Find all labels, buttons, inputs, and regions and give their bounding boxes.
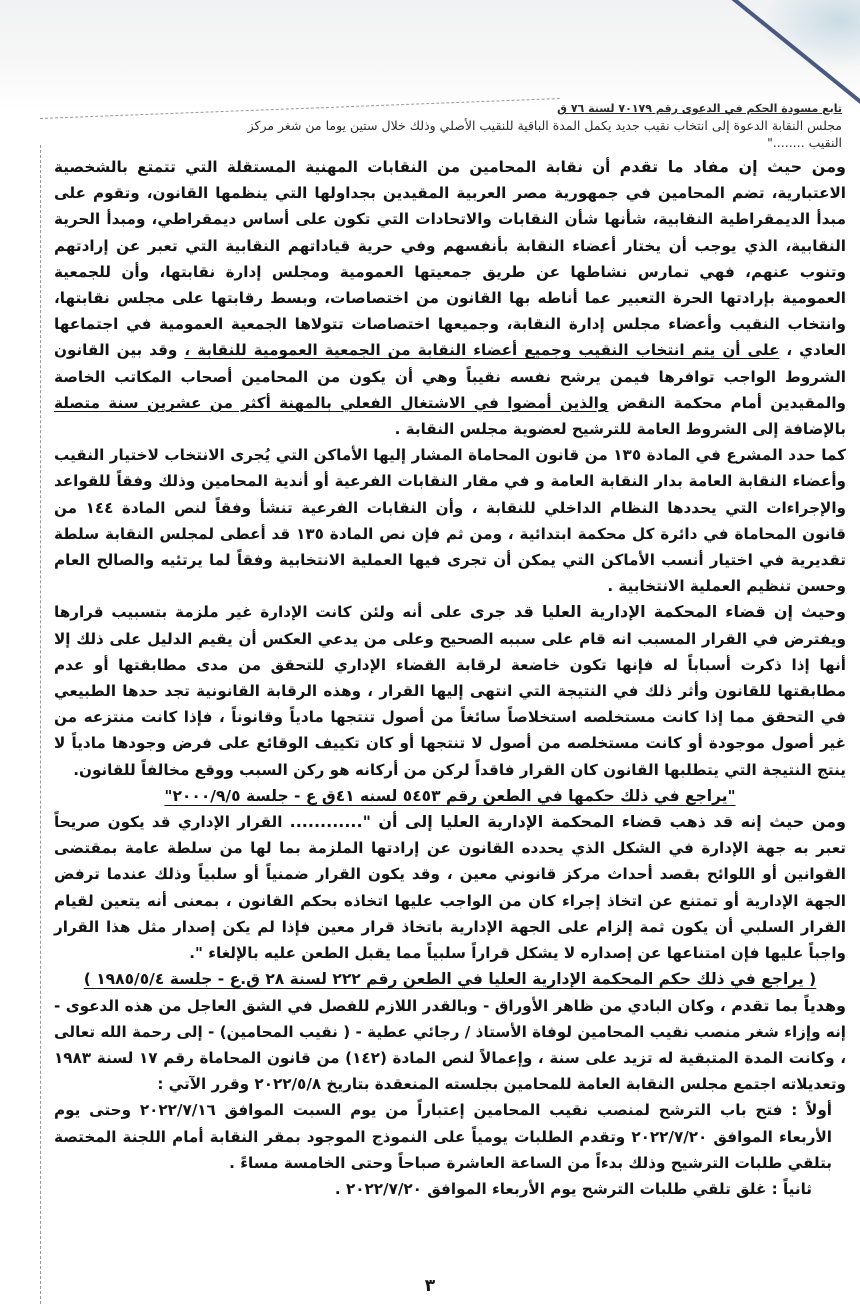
citation-ruling-222: ( يراجع في ذلك حكم المحكمة الإدارية العليا في الطعن رقم ٢٢٢ لسنة ٢٨ ق.ع - جلسة ١٩٨٥/٥/٤ ) bbox=[83, 970, 817, 989]
continuation-reference: تابع مسودة الحكم في الدعوى رقم ٧٠١٧٩ لسنة ٧٦ ق bbox=[557, 102, 842, 115]
paragraph-union-principles bbox=[54, 154, 846, 442]
paragraph-lead: وهدياً بما تقدم bbox=[731, 995, 846, 1015]
page-number: ٣ bbox=[424, 1276, 436, 1296]
paragraph-lead: وحيث إن قضاء المحكمة الإدارية العليا قد جرى bbox=[469, 602, 846, 622]
paragraph-court-precedent bbox=[54, 599, 846, 782]
paragraph-lead: ومن حيث إن مفاد ما تقدم bbox=[619, 157, 846, 176]
citation-ruling-5453: "يراجع في ذلك حكمها في الطعن رقم ٥٤٥٣ لسنه ٤١ق ع - جلسة ٢٠٠٠/٩/٥" bbox=[164, 786, 736, 805]
page-frame-left-dashed bbox=[40, 145, 41, 1304]
underlined-text: على أن يتم انتخاب النقيب وجميع أعضاء النقابة من الجمعية العمومية للنقابة ، bbox=[184, 341, 780, 360]
document-page bbox=[54, 100, 846, 1202]
paragraph-article-135: كما حدد المشرع في المادة ١٣٥ من قانون المحاماة المشار إليها الأماكن التي يُجرى الانتخاب لاختيار النقيب وأعضاء النقابة العامة بدار النقابة العامة و في مقار النقابات الفرعية أو أندية المحامين وذلك وفقاً للقواعد والإجراءات التي يحددها النظام الداخلي للنقابة ، وأن النقابات الفرعية تنشأ وفقاً لنص المادة ١٤٤ من قانون المحاماة في دائرة كل محكمة ابتدائية ، ومن ثم فإن نص المادة ١٣٥ قد أعطى لمجلس النقابة سلطة تقديرية في اختيار أنسب الأماكن التي يمكن أن تجرى فيها العملية الانتخابية وفقاً لما يرتئيه والصالح العام وحسن تنظيم العملية الانتخابية . bbox=[54, 446, 846, 596]
paragraph-text: ، وكان البادي من ظاهر الأوراق - وبالقدر اللازم للفصل في الشق العاجل من هذه الدعوى - إنه وإزاء شغر منصب نقيب المحامين لوفاة الأستاذ / رجائي عطية - ( نقيب المحامين) - إلى رحمة الله تعالى ، وكانت المدة المتبقية له تزيد على سنة ، وإعمالاً لنص المادة (١٤٢) من قانون المحاماة رقم ١٧ لسنة ١٩٨٣ وتعديلاته اجتمع مجلس النقابة العامة للمحامين بجلسته المنعقدة بتاريخ ٢٠٢٢/٥/٨ وقرر الآتي : bbox=[54, 996, 846, 1094]
paragraph-text: القرار الإداري قد يكون صريحاً تعبر به جهة الإدارة في الشكل الذي يحدده القانون عن إرادتها الملزمة بما لها من سلطة عامة بمقتضى القوانين أو اللوائح بقصد أحداث مركز قانوني معين ، وقد يكون القرار ضمنياً أو سلبياً وذلك عندما ترفض الجهة الإدارية أو تمتنع عن اتخاذ إجراء كان من الواجب عليها اتخاذه بحكم القانون ، بمعنى أنه يتعين لقيام القرار السلبي أن يكون ثمة إلزام على الجهة الإدارية باتخاذ قرار معين فإذا لم يكن إصدار مثل هذا القرار واجباً عليها فإن امتناعها عن إصداره لا يشكل قراراً سلبياً مما يقبل الطعن عليه بالإلغاء ". bbox=[54, 813, 846, 963]
decision-item-second: ثانياً : غلق تلقي طلبات الترشح يوم الأربعاء الموافق ٢٠٢٢/٧/٢٠ . bbox=[334, 1179, 812, 1198]
paragraph-text: أن نقابة المحامين من النقابات المهنية المستقلة التي تتمتع بالشخصية الاعتبارية، تضم المحامين في جمهورية مصر العربية المقيدين بجداولها التي ينظمها القانون، وتقوم على مبدأ الديمقراطية النقابية، شأنها شأن النقابات والاتحادات التي تكون على أساس ديمقراطي، ومبدأ الحرية النقابية، الذي يوجب أن يختار أعضاء النقابة بأنفسهم وفي حرية قياداتهم النقابية التي تعبر عن إرادتهم وتنوب عنهم، فهي تمارس نشاطها عن طريق جمعيتها العمومية ومجلس إدارة نقابتها، وأن للجمعية العمومية بإرادتها الحرة التعبير عما أناطه بها القانون من اختصاصات، وبسط رقابتها على مجلس نقابتها، وانتخاب النقيب وأعضاء مجلس إدارة النقابة، وجميعها اختصاصات تتولاها الجمعية العمومية في اجتماعها العادي ، bbox=[54, 158, 846, 360]
paragraph-lead: ومن حيث إنه قد ذهب قضاء المحكمة الإدارية العليا إلى أن "............ bbox=[289, 812, 847, 832]
scan-top-shadow bbox=[0, 0, 860, 110]
document-body bbox=[54, 154, 846, 1202]
paragraph-text: بالإضافة إلى الشروط العامة للترشيح لعضوية مجلس النقابة . bbox=[394, 420, 846, 439]
underlined-text: والذين أمضوا في الاشتغال الفعلي بالمهنة أكثر من عشرين سنة متصلة bbox=[54, 393, 609, 412]
decision-item-first: أولاً : فتح باب الترشح لمنصب نقيب المحامين إعتباراً من يوم السبت الموافق ٢٠٢٢/٧/١٦ وحتى يوم الأربعاء الموافق ٢٠٢٢/٧/٢٠ وتقدم الطلبات يومياً على النموذج الموجود بمقر النقابة أمام اللجنة المختصة بتلقي طلبات الترشيح وذلك بدءاً من الساعة العاشرة صباحاً وحتى الخامسة مساءً . bbox=[54, 1101, 832, 1172]
header-line-1: مجلس النقابة الدعوة إلى انتخاب نقيب جديد يكمل المدة الباقية للنقيب الأصلي وذلك خلال ستين يوما من شغر مركز bbox=[247, 118, 842, 133]
continuation-header bbox=[54, 100, 846, 151]
paragraph-text: وقد بين القانون الشروط الواجب توافرها فيمن يرشح نفسه نقيباً وهي أن يكون من المحامين أصحاب المكاتب الخاصة والمقيدين أمام محكمة النقض bbox=[54, 341, 847, 412]
paragraph-council-decision bbox=[54, 993, 846, 1098]
header-line-2: النقيب ........" bbox=[767, 135, 842, 150]
paragraph-administrative-decision bbox=[54, 809, 846, 966]
paragraph-text: على أنه ولئن كانت الإدارة غير ملزمة بتسبيب قرارها ويفترض في القرار المسبب انه قام على سببه الصحيح وعلى من يدعي العكس أن يقيم الدليل على ذلك إلا أنها إذا ذكرت أسباباً له فإنها تكون خاضعة لرقابة القضاء الإداري للتحقق من مدى مطابقتها أو عدم مطابقتها للقانون وأثر ذلك في النتيجة التي انتهى إليها القرار ، وهذه الرقابة القانونية تجد حدها الطبيعي في التحقق مما إذا كانت مستخلصه استخلاصاً سائغاً من أصول تنتجها مادياً وقانوناً ، فإذا كانت منتزعه من غير أصول موجودة أو كانت مستخلصه من أصول لا تنتجها أو كان تكييف الوقائع على فرض وجودها مادياً لا ينتج النتيجة التي يتطلبها القانون كان القرار فاقداً لركن من أركانه هو ركن السبب ووقع مخالفاً للقانون. bbox=[54, 603, 846, 779]
